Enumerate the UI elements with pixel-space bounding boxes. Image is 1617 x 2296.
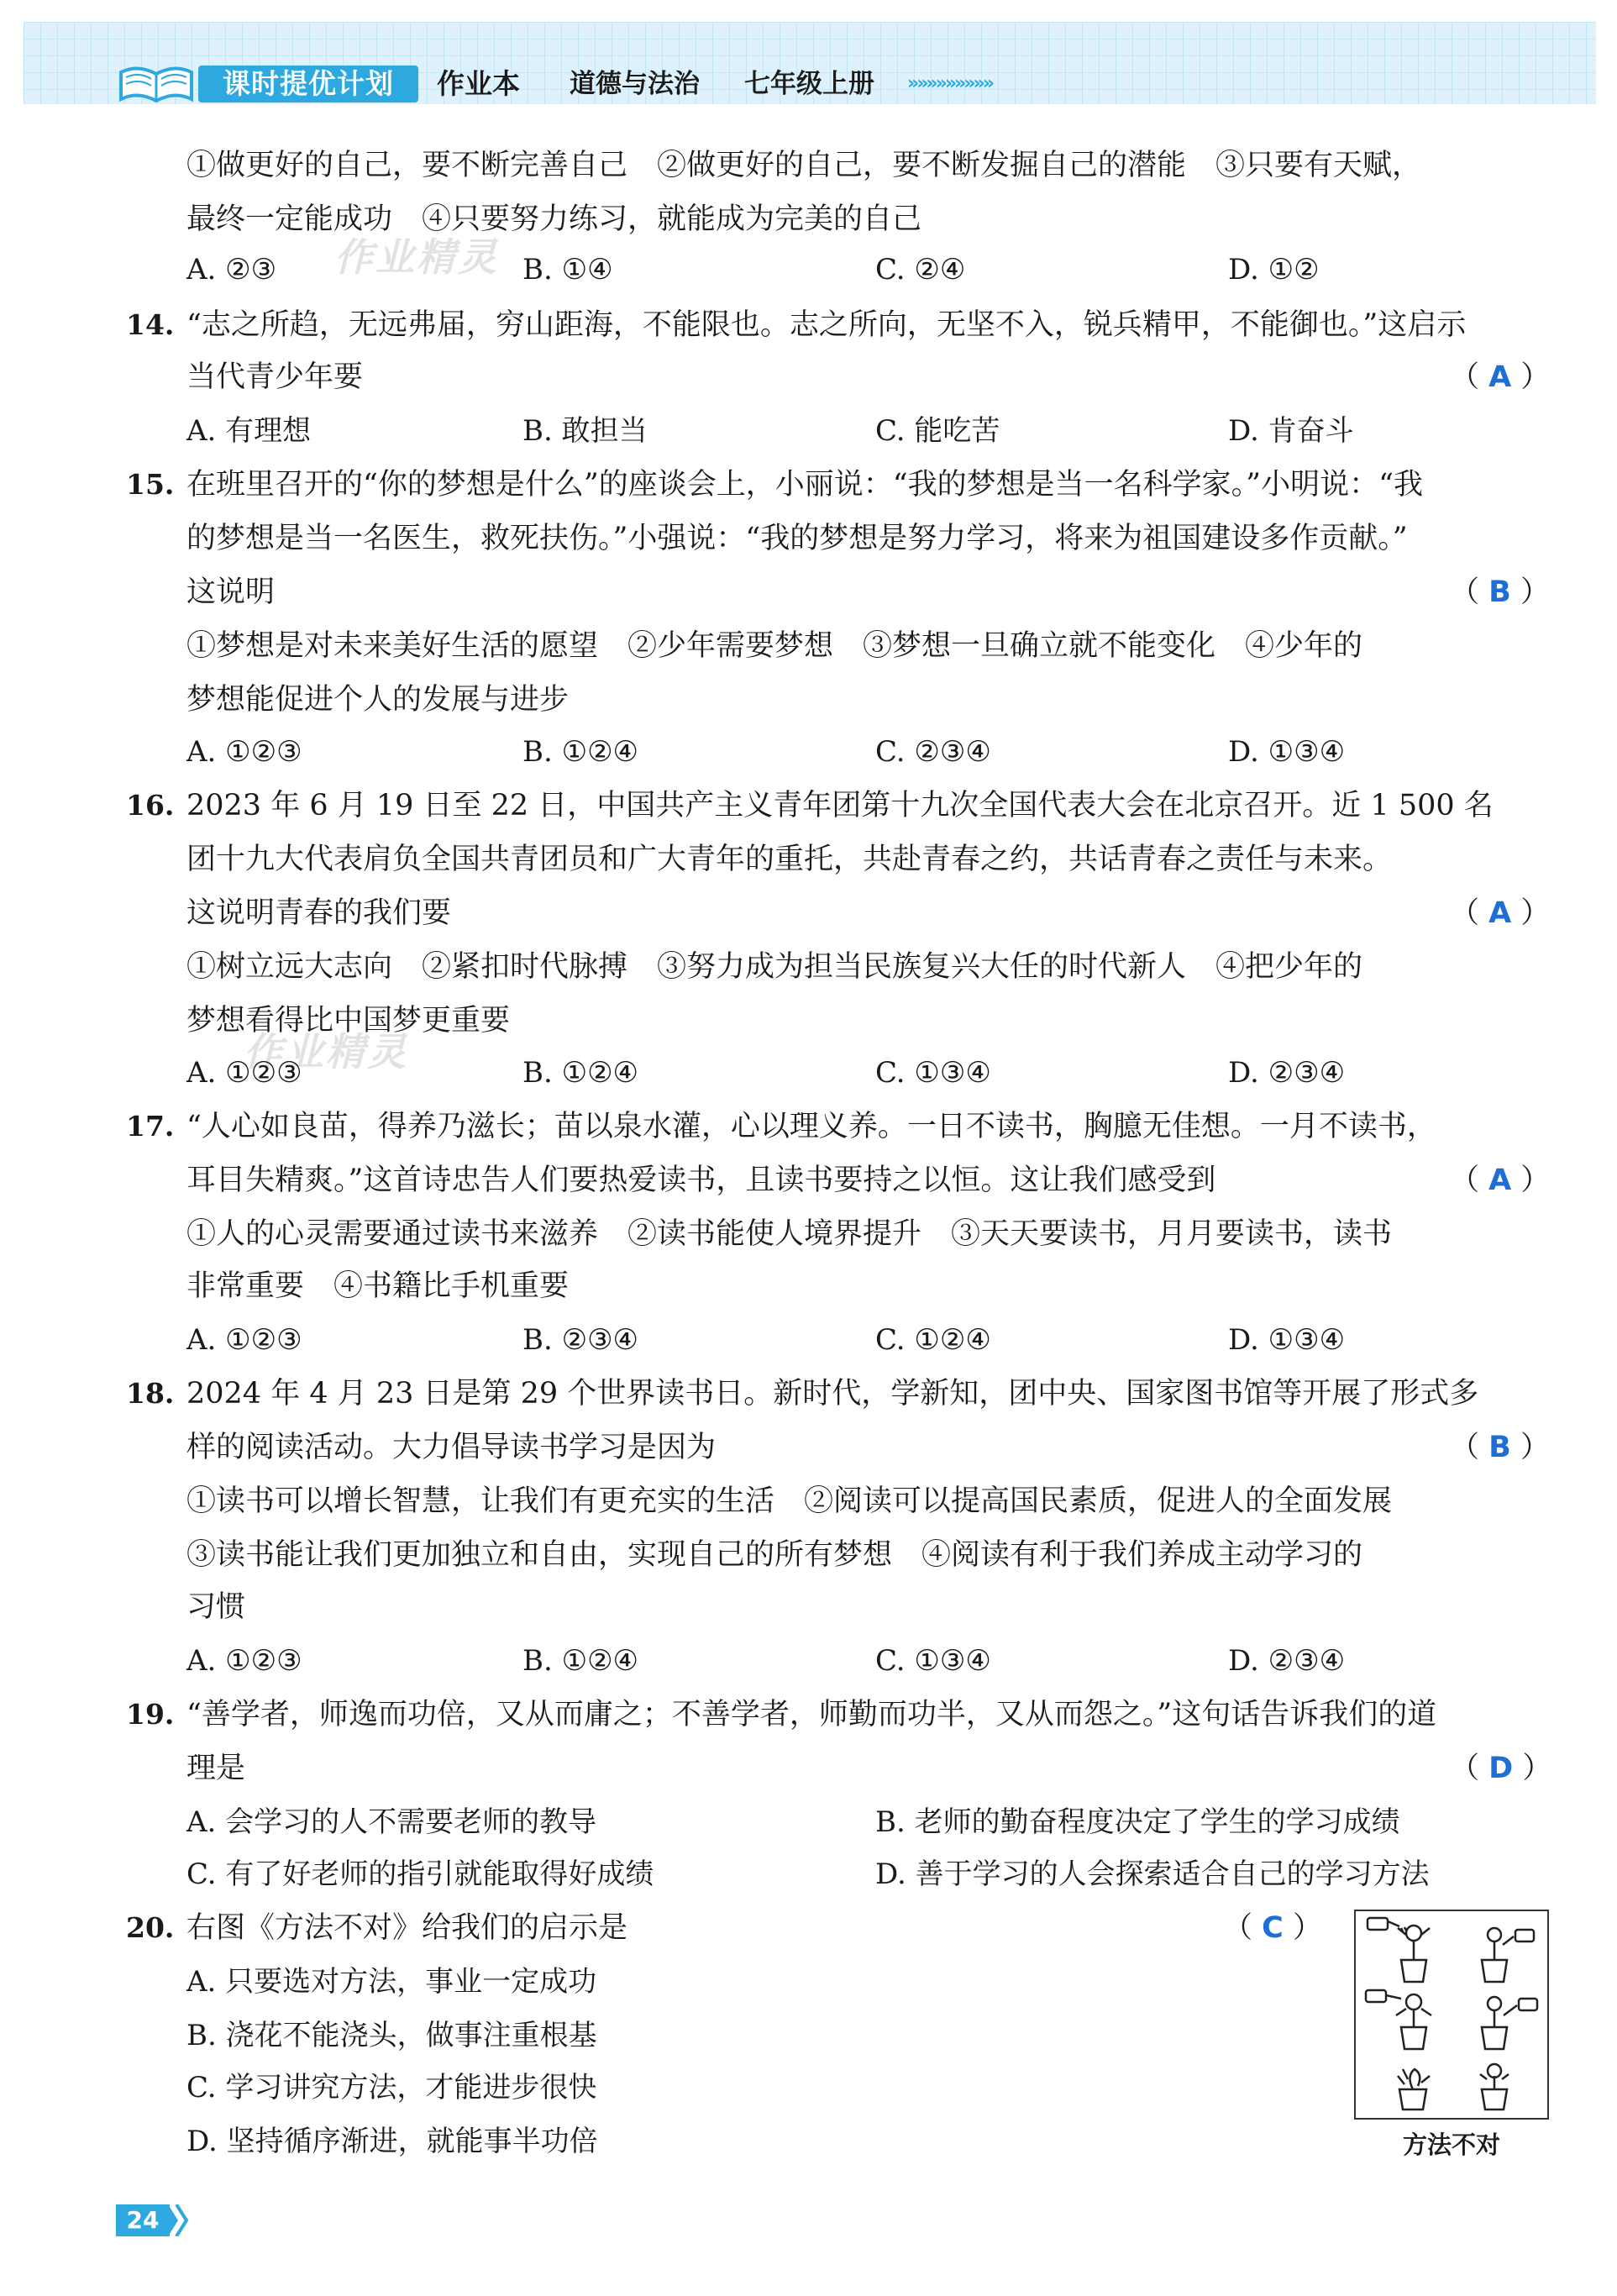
- answer-letter: C: [1262, 1911, 1284, 1945]
- option-d: D. ①③④: [1228, 1323, 1346, 1357]
- question-stem-line: 团十九大代表肩负全国共青团员和广大青年的重托，共赴青春之约，共话青春之责任与未来。: [186, 843, 1393, 876]
- question-number: 20.: [126, 1911, 175, 1944]
- question-stem-line: “善学者，师逸而功倍，又从而庸之；不善学者，师勤而功半，又从而怨之。”这句话告诉我们的道: [186, 1698, 1437, 1731]
- answer-bracket: （ A ）: [1450, 1164, 1551, 1197]
- watermark: 作业精灵: [244, 1029, 408, 1074]
- chevron-right-icon: [168, 2204, 190, 2236]
- question-stem-line: ③读书能让我们更加独立和自由，实现自己的所有梦想 ④阅读有利于我们养成主动学习的: [186, 1538, 1363, 1572]
- q13-option-b: B. ①④: [522, 253, 613, 286]
- answer-letter: B: [1488, 1431, 1511, 1464]
- answer-bracket: （ B ）: [1450, 1431, 1550, 1464]
- option-d: D. 善于学习的人会探索适合自己的学习方法: [875, 1857, 1430, 1891]
- q13-statement-line-1: ①做更好的自己，要不断完善自己 ②做更好的自己，要不断发掘自己的潜能 ③只要有天赋，: [186, 149, 1422, 182]
- question-stem-line: 梦想能促进个人的发展与进步: [186, 683, 570, 717]
- option-b: B. 老师的勤奋程度决定了学生的学习成绩: [875, 1805, 1400, 1839]
- option-d: D. ①③④: [1228, 735, 1346, 769]
- question-stem-line: 理是: [186, 1752, 246, 1785]
- option-a: A. 会学习的人不需要老师的教导: [186, 1805, 597, 1839]
- option-b: B. 敢担当: [522, 414, 648, 448]
- option-c: C. ①②④: [875, 1323, 991, 1357]
- question-number: 15.: [126, 468, 175, 501]
- answer-letter: D: [1488, 1752, 1514, 1785]
- question-stem-line: 习惯: [186, 1590, 246, 1624]
- question-stem-line: 耳目失精爽。”这首诗忠告人们要热爱读书，且读书要持之以恒。这让我们感受到: [186, 1164, 1216, 1197]
- figure-watering-flowers: [1354, 1910, 1549, 2120]
- option-a: A. 只要选对方法，事业一定成功: [186, 1965, 597, 1999]
- question-stem-line: ①树立远大志向 ②紧扣时代脉搏 ③努力成为担当民族复兴大任的时代新人 ④把少年的: [186, 950, 1363, 984]
- question-stem-line: 在班里召开的“你的梦想是什么”的座谈会上，小丽说：“我的梦想是当一名科学家。”小明说：“我: [186, 468, 1423, 502]
- q13-option-d: D. ①②: [1228, 253, 1320, 286]
- question-stem-line: ①读书可以增长智慧，让我们有更充实的生活 ②阅读可以提高国民素质，促进人的全面发展: [186, 1484, 1393, 1518]
- option-a: A. ①②③: [186, 1644, 302, 1678]
- option-d: D. ②③④: [1228, 1644, 1346, 1678]
- question-number: 18.: [126, 1377, 175, 1410]
- brand-badge: 课时提优计划: [198, 66, 418, 102]
- option-a: A. ①②③: [186, 735, 302, 769]
- answer-bracket: （ A ）: [1450, 896, 1551, 930]
- option-b: B. ②③④: [522, 1323, 639, 1357]
- subject-label: 道德与法治: [570, 69, 700, 99]
- question-stem-line: 当代青少年要: [186, 360, 364, 394]
- question-stem-line: 样的阅读活动。大力倡导读书学习是因为: [186, 1431, 717, 1464]
- figure-caption: 方法不对: [1402, 2130, 1500, 2159]
- answer-bracket: （ B ）: [1450, 575, 1550, 609]
- option-a: A. 有理想: [186, 414, 312, 448]
- question-number: 19.: [126, 1698, 175, 1731]
- answer-letter: A: [1488, 896, 1512, 930]
- q13-option-a: A. ②③: [186, 253, 277, 286]
- question-stem-line: 梦想看得比中国梦更重要: [186, 1004, 511, 1038]
- answer-bracket: （ C ）: [1223, 1911, 1322, 1945]
- question-number: 17.: [126, 1110, 175, 1143]
- question-stem-line: 2023 年 6 月 19 日至 22 日，中国共产主义青年团第十九次全国代表大会在北京召开。近 1 500 名: [186, 789, 1494, 822]
- watermark: 作业精灵: [334, 234, 499, 280]
- header-arrows-icon: »»»»»»»»»: [907, 73, 992, 94]
- workbook-label: 作业本: [437, 67, 520, 100]
- option-c: C. ①③④: [875, 1056, 991, 1090]
- question-number: 16.: [126, 789, 175, 822]
- option-c: C. 有了好老师的指引就能取得好成绩: [186, 1857, 654, 1891]
- question-stem-line: 的梦想是当一名医生，救死扶伤。”小强说：“我的梦想是努力学习，将来为祖国建设多作贡献。”: [186, 522, 1408, 555]
- flower-pots-illustration: [1356, 1911, 1547, 2118]
- q13-option-c: C. ②④: [875, 253, 966, 286]
- answer-bracket: （ D ）: [1450, 1752, 1552, 1785]
- question-stem-line: 2024 年 4 月 23 日是第 29 个世界读书日。新时代，学新知，团中央、国家图书馆等开展了形式多: [186, 1377, 1479, 1411]
- q13-statement-line-2: 最终一定能成功 ④只要努力练习，就能成为完美的自己: [186, 202, 922, 236]
- question-number: 14.: [126, 308, 175, 341]
- answer-letter: B: [1488, 575, 1511, 609]
- question-stem-line: “人心如良苗，得养乃滋长；苗以泉水灌，心以理义养。一日不读书，胸臆无佳想。一月不读书，: [186, 1110, 1436, 1143]
- answer-letter: A: [1488, 1164, 1512, 1197]
- option-d: D. 坚持循序渐进，就能事半功倍: [186, 2125, 598, 2158]
- question-stem-line: “志之所趋，无远弗届，穷山距海，不能限也。志之所向，无坚不入，锐兵精甲，不能御也。”这启示: [186, 308, 1467, 342]
- answer-letter: A: [1488, 360, 1512, 394]
- option-d: D. ②③④: [1228, 1056, 1346, 1090]
- option-b: B. ①②④: [522, 735, 639, 769]
- page-number: 24: [116, 2204, 170, 2236]
- option-a: A. ①②③: [186, 1323, 302, 1357]
- book-icon: [118, 60, 195, 104]
- question-stem-line: ①人的心灵需要通过读书来滋养 ②读书能使人境界提升 ③天天要读书，月月要读书，读书: [186, 1217, 1393, 1251]
- question-stem-line: 这说明青春的我们要: [186, 896, 452, 930]
- option-a: A. ①②③: [186, 1056, 302, 1090]
- question-stem-line: 右图《方法不对》给我们的启示是: [186, 1911, 628, 1945]
- option-d: D. 肯奋斗: [1228, 414, 1354, 448]
- answer-bracket: （ A ）: [1450, 360, 1551, 394]
- option-c: C. ①③④: [875, 1644, 991, 1678]
- question-stem-line: 非常重要 ④书籍比手机重要: [186, 1269, 570, 1303]
- question-stem-line: 这说明: [186, 575, 276, 609]
- option-b: B. 浇花不能浇头，做事注重根基: [186, 2019, 597, 2052]
- option-b: B. ①②④: [522, 1056, 639, 1090]
- option-c: C. ②③④: [875, 735, 991, 769]
- option-c: C. 能吃苦: [875, 414, 1000, 448]
- grade-label: 七年级上册: [744, 69, 874, 99]
- question-stem-line: ①梦想是对未来美好生活的愿望 ②少年需要梦想 ③梦想一旦确立就不能变化 ④少年的: [186, 629, 1363, 663]
- option-c: C. 学习讲究方法，才能进步很快: [186, 2071, 597, 2104]
- option-b: B. ①②④: [522, 1644, 639, 1678]
